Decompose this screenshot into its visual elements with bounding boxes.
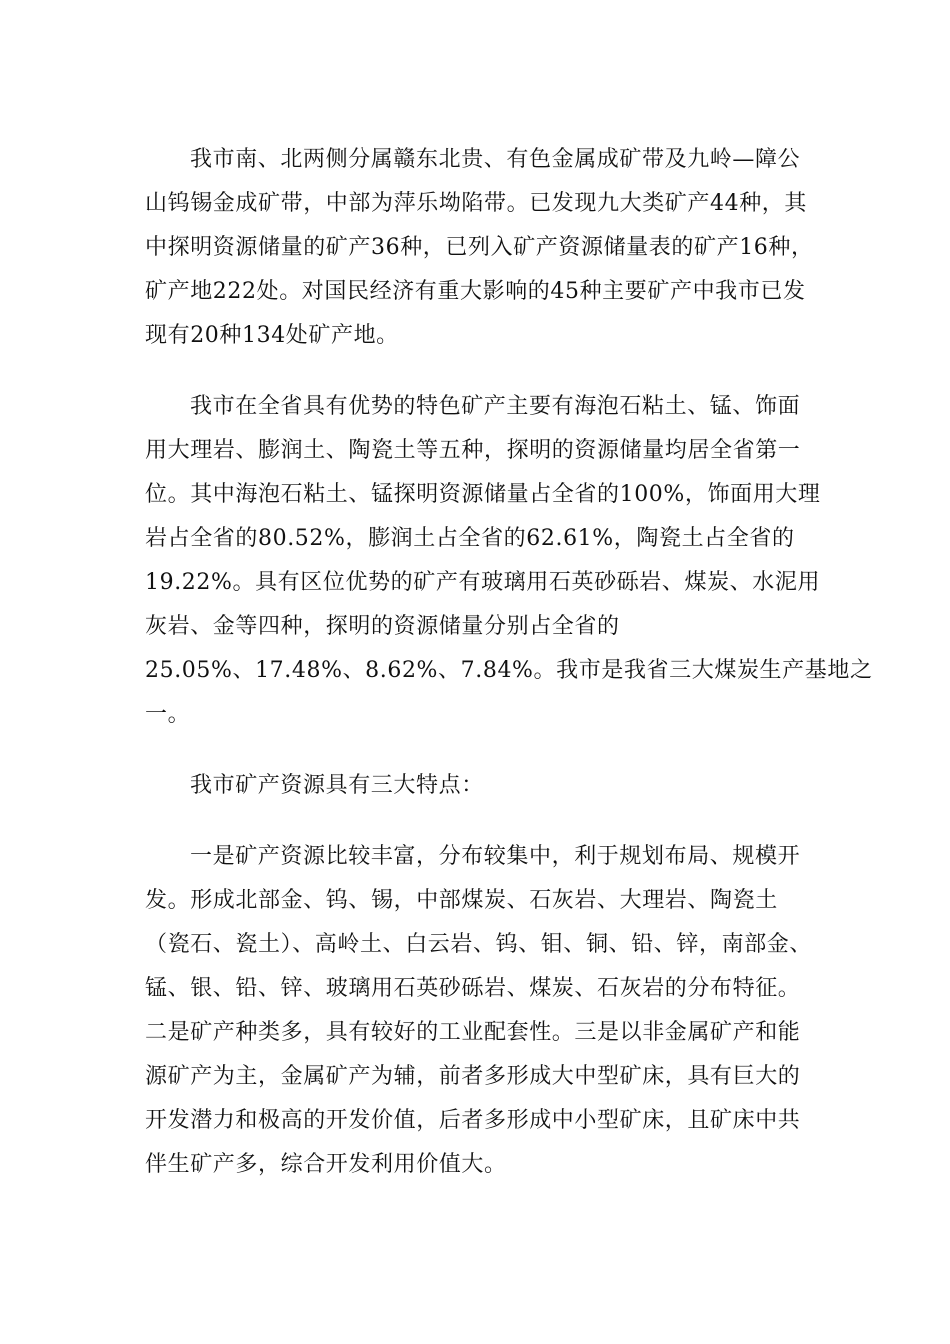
text-line: 山钨锡金成矿带，中部为萍乐坳陷带。已发现九大类矿产44种，其 [145, 191, 807, 216]
text-line: 现有20种134处矿产地。 [145, 323, 399, 348]
text-line: （瓷石、瓷土）、高岭土、白云岩、钨、钼、铜、铅、锌，南部金、 [145, 932, 813, 957]
text-line: 岩占全省的80.52%，膨润土占全省的62.61%，陶瓷土占全省的 [145, 526, 795, 551]
text-line: 用大理岩、膨润土、陶瓷土等五种，探明的资源储量均居全省第一 [145, 438, 801, 463]
text-line: 二是矿产种类多，具有较好的工业配套性。三是以非金属矿产和能 [145, 1020, 801, 1045]
text-line: 源矿产为主，金属矿产为辅，前者多形成大中型矿床，具有巨大的 [145, 1064, 801, 1089]
text-line: 一是矿产资源比较丰富，分布较集中，利于规划布局、规模开 [190, 844, 801, 869]
text-line: 开发潜力和极高的开发价值，后者多形成中小型矿床，且矿床中共 [145, 1108, 801, 1133]
text-line: 矿产地222处。对国民经济有重大影响的45种主要矿产中我市已发 [145, 279, 806, 304]
text-line: 25.05%、17.48%、8.62%、7.84%。我市是我省三大煤炭生产基地之 [145, 658, 873, 683]
text-line: 19.22%。具有区位优势的矿产有玻璃用石英砂砾岩、煤炭、水泥用 [145, 570, 821, 595]
text-line: 中探明资源储量的矿产36种，已列入矿产资源储量表的矿产16种， [145, 235, 814, 260]
text-line: 我市矿产资源具有三大特点： [190, 773, 484, 798]
text-line: 伴生矿产多，综合开发利用价值大。 [145, 1152, 507, 1177]
text-line: 一。 [145, 702, 191, 727]
text-line: 发。形成北部金、钨、锡，中部煤炭、石灰岩、大理岩、陶瓷土 [145, 888, 778, 913]
text-line: 我市在全省具有优势的特色矿产主要有海泡石粘土、锰、饰面 [190, 394, 801, 419]
text-line: 我市南、北两侧分属赣东北贵、有色金属成矿带及九岭—障公 [190, 147, 801, 172]
text-line: 锰、银、铅、锌、玻璃用石英砂砾岩、煤炭、石灰岩的分布特征。 [145, 976, 801, 1001]
text-line: 位。其中海泡石粘土、锰探明资源储量占全省的100%，饰面用大理 [145, 482, 821, 507]
text-line: 灰岩、金等四种，探明的资源储量分别占全省的 [145, 614, 620, 639]
